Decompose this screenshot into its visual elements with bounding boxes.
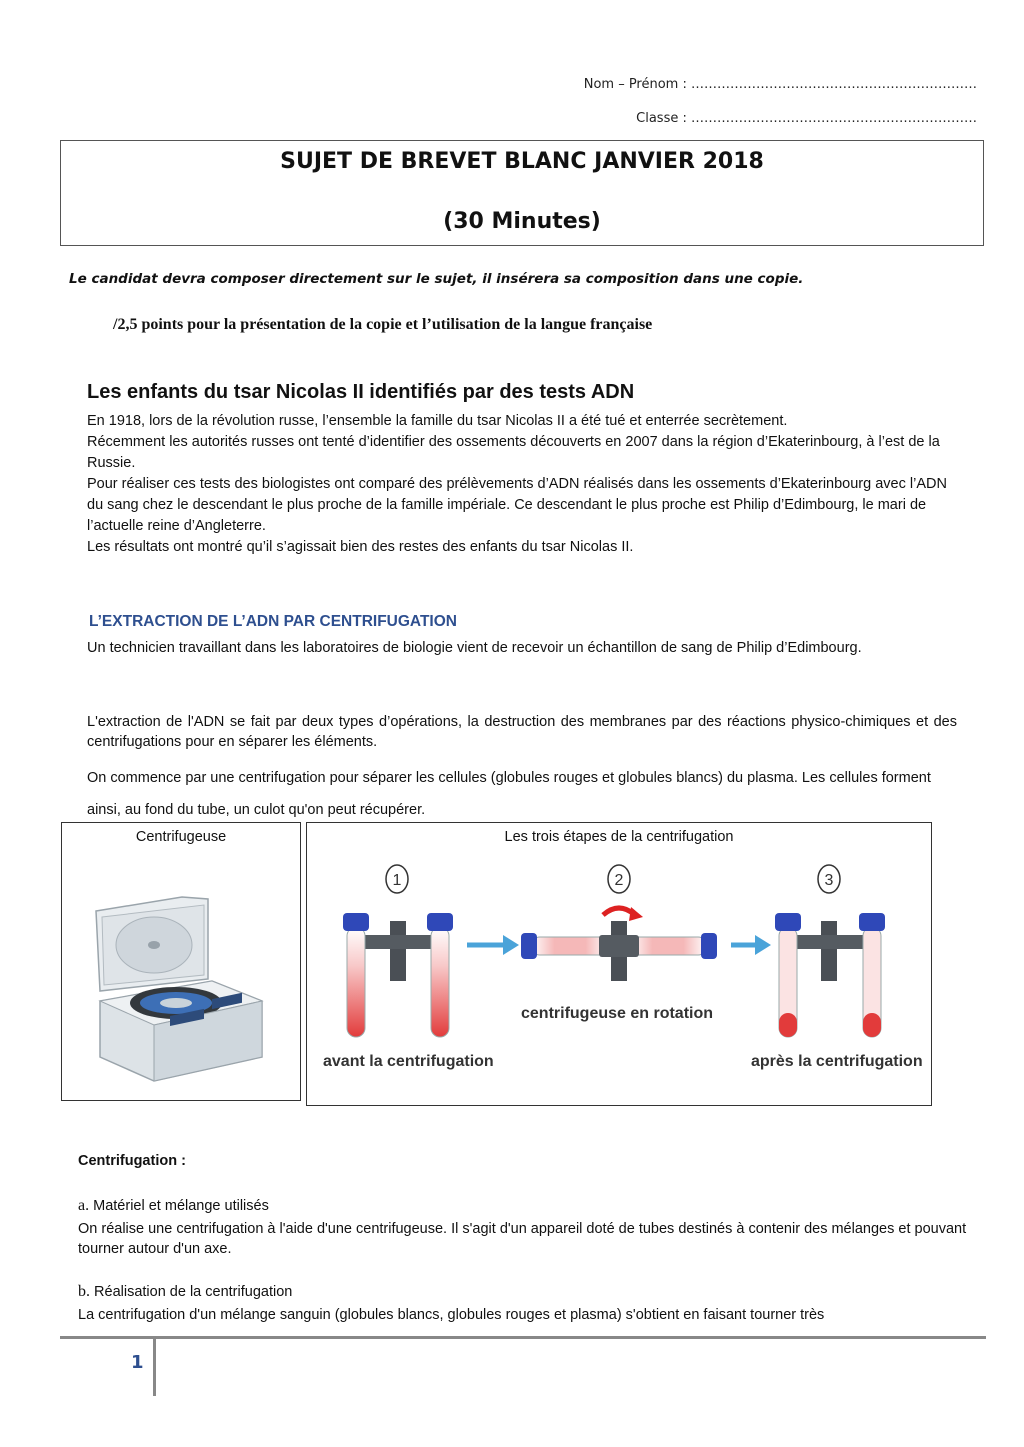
- section-title: L’EXTRACTION DE L’ADN PAR CENTRIFUGATION: [89, 613, 457, 630]
- subsection-b-heading: [78, 1283, 292, 1301]
- label-rotation: centrifugeuse en rotation: [521, 1005, 714, 1022]
- step-2-rotor: [521, 907, 717, 981]
- arrow-1-icon: [467, 935, 519, 955]
- step-2-marker: [608, 865, 630, 893]
- subsection-a-text: On réalise une centrifugation à l'aide d'une centrifugeuse. Il s'agit d'un appareil doté de tubes destinés à contenir des mélanges et pouvant tourner autour d'un axe.: [78, 1221, 967, 1257]
- points-note: /2,5 points pour la présentation de la copie et l’utilisation de la langue française: [113, 316, 653, 333]
- steps-caption: Les trois étapes de la centrifugation: [504, 829, 734, 845]
- extraction-paragraph-1: Un technicien travaillant dans les laboratoires de biologie vient de recevoir un échantillon de sang de Philip d’Edimbourg.: [87, 640, 862, 656]
- footer-divider: [153, 1339, 156, 1396]
- page-number: 1: [131, 1352, 144, 1373]
- article-paragraph-2: Récemment les autorités russes ont tenté d’identifier des ossements découverts en 2007 dans la région d’Ekaterinbourg, à l’est de la Russie.: [87, 434, 940, 471]
- label-before: avant la centrifugation: [323, 1053, 494, 1070]
- steps-diagram: [307, 823, 931, 1105]
- centrifuge-caption: Centrifugeuse: [135, 829, 227, 845]
- class-field-line: Classe : …………………………………………………………: [636, 111, 977, 126]
- subsection-a-title: Matériel et mélange utilisés: [93, 1198, 269, 1214]
- extraction-paragraph-3: On commence par une centrifugation pour séparer les cellules (globules rouges et globules blancs) du plasma. Les cellules forment ainsi, au fond du tube, un culot qu'on peut récupérer.: [87, 770, 931, 818]
- step-3-marker: [818, 865, 840, 893]
- extraction-paragraph-2: L'extraction de l'ADN se fait par deux types d’opérations, la destruction des membranes par des réactions physico-chimiques et des centrifugations pour en séparer les éléments.: [87, 714, 957, 750]
- name-field-line: Nom – Prénom : …………………………………………………………: [583, 77, 977, 92]
- subsection-a-heading: [78, 1197, 269, 1215]
- svg-text:1: 1: [392, 872, 402, 889]
- article-title: Les enfants du tsar Nicolas II identifiés par des tests ADN: [87, 381, 635, 403]
- footer-rule: [60, 1336, 986, 1339]
- centrifuge-illustration: [62, 859, 300, 1099]
- article-body: [87, 411, 957, 558]
- exam-title: SUJET DE BREVET BLANC JANVIER 2018: [280, 149, 764, 174]
- candidate-instruction: Le candidat devra composer directement sur le sujet, il insérera sa composition dans une copie.: [69, 271, 804, 287]
- article-paragraph-4: Les résultats ont montré qu’il s’agissait bien des restes des enfants du tsar Nicolas II.: [87, 539, 634, 555]
- arrow-2-icon: [731, 935, 771, 955]
- centrifugation-label: Centrifugation :: [78, 1153, 186, 1169]
- centrifugation-steps-figure: [306, 822, 932, 1106]
- article-paragraph-1: En 1918, lors de la révolution russe, l’ensemble la famille du tsar Nicolas II a été tué et enterrée secrètement.: [87, 413, 788, 429]
- subsection-a-letter: a.: [78, 1197, 90, 1214]
- subsection-b-letter: b.: [78, 1283, 90, 1300]
- article-paragraph-3: Pour réaliser ces tests des biologistes ont comparé des prélèvements d’ADN réalisés dans les ossements d’Ekaterinbourg avec l’ADN du sang chez le descendant le plus proche de la famille impériale. Ce descendant le plus proche est Philip d’Edimbourg, le mari de l’actuelle reine d’Angleterre.: [87, 476, 947, 534]
- subsection-b-text: La centrifugation d'un mélange sanguin (globules blancs, globules rouges et plasma) s'obtient en faisant tourner très: [78, 1307, 825, 1323]
- centrifuge-figure: [61, 822, 301, 1101]
- step-1-marker: [386, 865, 408, 893]
- label-after: après la centrifugation: [751, 1053, 923, 1070]
- exam-duration: (30 Minutes): [443, 209, 601, 234]
- step-3-rotor: [775, 913, 885, 1037]
- step-1-rotor: [343, 913, 453, 1037]
- title-box: [60, 140, 984, 246]
- svg-text:3: 3: [824, 872, 834, 889]
- svg-text:2: 2: [614, 872, 624, 889]
- subsection-b-title: Réalisation de la centrifugation: [94, 1284, 293, 1300]
